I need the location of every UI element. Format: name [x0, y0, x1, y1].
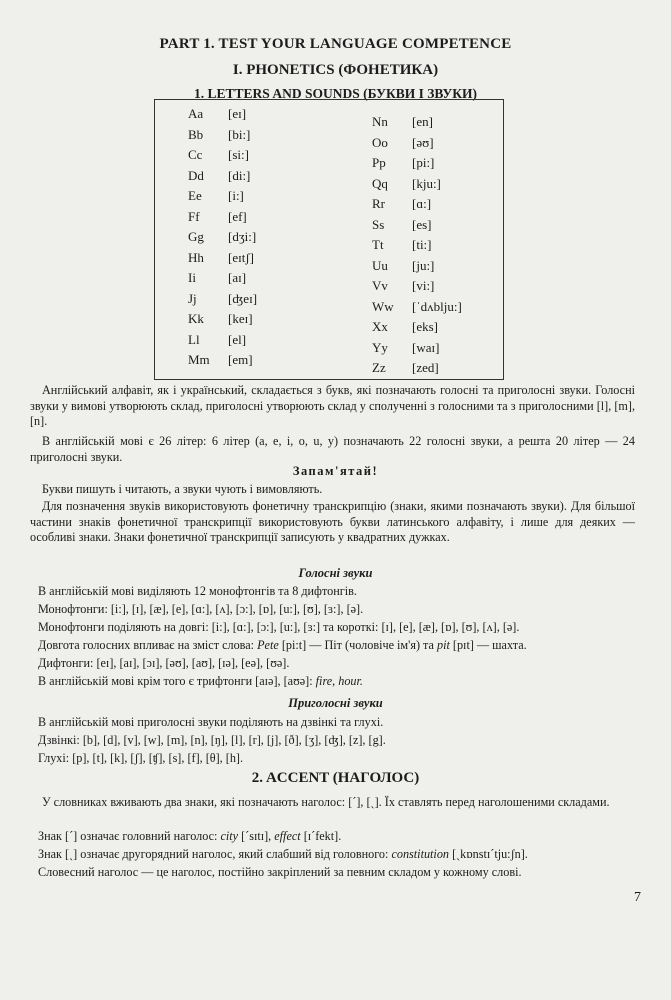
subsection-heading: 1. LETTERS AND SOUNDS (БУКВИ І ЗВУКИ) — [193, 86, 478, 101]
alphabet-table — [154, 99, 504, 380]
alphabet-letter: Ll — [188, 331, 200, 347]
vowels-length-text-2: [pi:t] — Піт (чоловіче ім'я) та — [278, 638, 437, 652]
alphabet-letter: Ww — [372, 298, 394, 314]
alphabet-letter: Pp — [372, 155, 386, 170]
paragraph-letters-count-text: В англійській мові є 26 літер: 6 літер (a, e, i, o, u, y) позначають 22 голосні звуки, а решта 20 літер — 24 приголосні звуки. — [30, 434, 635, 464]
alphabet-row — [372, 176, 462, 197]
vowels-line-1: В англійській мові виділяють 12 монофтонгів та 8 дифтонгів. — [38, 584, 357, 598]
alphabet-transcription: [waɪ] — [412, 339, 440, 355]
vowels-line-2: Монофтонги: [i:], [ɪ], [æ], [e], [ɑ:], [ʌ], [ɔ:], [ɒ], [u:], [ʊ], [ɜ:], [ə]. — [38, 602, 364, 616]
alphabet-row — [372, 237, 462, 258]
alphabet-row — [188, 229, 257, 250]
alphabet-letter: Ff — [188, 208, 200, 224]
alphabet-letter: Rr — [372, 196, 385, 211]
alphabet-letter: Jj — [188, 290, 197, 306]
paragraph-alphabet — [30, 383, 635, 430]
vowels-length-text-3: [pɪt] — шахта. — [449, 638, 527, 652]
part-heading: PART 1. TEST YOUR LANGUAGE COMPETENCE — [159, 36, 512, 52]
alphabet-row — [372, 196, 462, 217]
consonants-voiced: Дзвінкі: [b], [d], [v], [w], [m], [n], [ŋ], [l], [r], [j], [ð], [ʒ], [ʤ], [z], [g]. — [38, 733, 386, 747]
word-pete: Pete — [257, 638, 279, 652]
accent-main-ipa-2: [ɪˊfekt]. — [300, 829, 342, 843]
alphabet-row — [188, 311, 257, 332]
alphabet-transcription: [ʤeɪ] — [228, 290, 258, 306]
accent-paragraph — [30, 795, 635, 811]
vowels-diphthongs: Дифтонги: [eɪ], [aɪ], [ɔɪ], [əʊ], [aʊ], [ɪə], [eə], [ʊə]. — [38, 656, 290, 670]
alphabet-row — [372, 278, 462, 299]
triphthongs-text: В англійській мові крім того є трифтонги [aɪə], [aʊə]: — [38, 674, 316, 688]
consonants-heading: Приголосні звуки — [288, 696, 383, 710]
alphabet-row — [188, 352, 257, 373]
paragraph-transcription — [30, 499, 635, 546]
vowels-line-3: Монофтонги поділяють на довгі: [i:], [ɑ:], [ɔ:], [u:], [ɜ:] та короткі: [ɪ], [e], [æ], [ɒ], [ʊ], [ʌ], [ə]. — [38, 620, 520, 634]
alphabet-column-left — [188, 106, 257, 373]
alphabet-transcription: [dʒi:] — [228, 229, 257, 244]
triphthong-examples: fire, hour. — [315, 674, 363, 688]
alphabet-row — [188, 250, 257, 271]
consonants-line-1: В англійській мові приголосні звуки поділяють на дзвінкі та глухі. — [38, 715, 384, 729]
alphabet-transcription: [ˈdʌblju:] — [412, 298, 462, 314]
alphabet-letter: Ss — [372, 216, 385, 232]
consonants-voiceless: Глухі: [p], [t], [k], [ʃ], [ʧ], [s], [f], [θ], [h]. — [38, 751, 244, 765]
alphabet-row — [188, 188, 257, 209]
word-city: city — [220, 829, 239, 843]
alphabet-transcription: [i:] — [228, 188, 244, 203]
alphabet-row — [372, 340, 462, 361]
accent-secondary-text: Знак [ˏ] означає другорядний наголос, який слабший від головного: — [38, 847, 392, 861]
alphabet-transcription: [keɪ] — [228, 311, 253, 326]
accent-main-ipa-1: [ˊsɪtɪ], — [238, 829, 275, 843]
alphabet-transcription: [ɑ:] — [412, 196, 432, 211]
alphabet-transcription: [ti:] — [412, 237, 432, 252]
paragraph-transcription-text: Для позначення звуків використовують фонетичну транскрипцію (знаки, якими позначають звуки). Для більшої частини знаків фонетичної транскрипції використовують букви латинського алфавіту, і лише для деяких — особливі знаки. Знаки фонетичної транскрипції записують у квадратних дужках. — [30, 499, 635, 544]
alphabet-letter: Aa — [188, 106, 204, 121]
alphabet-letter: Oo — [372, 134, 388, 150]
alphabet-transcription: [aɪ] — [228, 270, 247, 285]
alphabet-row — [372, 217, 462, 238]
alphabet-row — [188, 147, 257, 168]
vowels-heading: Голосні звуки — [298, 566, 373, 580]
alphabet-transcription: [ju:] — [412, 257, 435, 273]
word-constitution: constitution — [391, 847, 450, 861]
alphabet-row — [188, 270, 257, 291]
alphabet-letter: Ee — [188, 188, 202, 203]
alphabet-transcription: [vi:] — [412, 278, 435, 293]
alphabet-letter: Ii — [188, 270, 196, 285]
alphabet-letter: Hh — [188, 249, 204, 265]
alphabet-transcription: [di:] — [228, 167, 251, 183]
accent-heading: 2. ACCENT (НАГОЛОС) — [251, 770, 420, 786]
alphabet-letter: Dd — [188, 167, 204, 183]
accent-fixed: Словесний наголос — це наголос, постійно закріплений за певним складом у кожному слові. — [38, 865, 522, 879]
alphabet-letter: Uu — [372, 257, 388, 273]
alphabet-transcription: [kju:] — [412, 175, 441, 191]
accent-main — [38, 829, 638, 844]
accent-paragraph-text: У словниках вживають два знаки, які позначають наголос: [ˊ], [ˏ]. Їх ставлять перед наголошеними складами. — [42, 795, 610, 809]
alphabet-letter: Qq — [372, 175, 388, 191]
accent-secondary — [38, 847, 638, 862]
remember-heading: Запам'ятай! — [292, 464, 379, 478]
alphabet-transcription: [ef] — [228, 208, 247, 224]
accent-secondary-ipa: [ˏkɒnstɪˊtju:ʃn]. — [449, 847, 528, 861]
remember-line-text: Букви пишуть і читають, а звуки чують і вимовляють. — [42, 482, 323, 496]
alphabet-letter: Yy — [372, 339, 388, 355]
section-heading: I. PHONETICS (ФОНЕТИКА) — [232, 62, 439, 78]
word-effect: effect — [274, 829, 301, 843]
alphabet-column-right — [372, 114, 462, 381]
alphabet-transcription: [si:] — [228, 147, 249, 162]
alphabet-letter: Bb — [188, 126, 204, 142]
word-pit: pit — [436, 638, 450, 652]
alphabet-letter: Cc — [188, 147, 203, 162]
alphabet-row — [188, 332, 257, 353]
vowels-line-length — [38, 638, 638, 653]
alphabet-row — [188, 106, 257, 127]
alphabet-row — [188, 127, 257, 148]
paragraph-letters-count — [30, 434, 635, 465]
accent-main-text: Знак [ˊ] означає головний наголос: — [38, 829, 221, 843]
alphabet-transcription: [əʊ] — [412, 134, 434, 150]
vowels-length-text: Довгота голосних впливає на зміст слова: — [38, 638, 258, 652]
alphabet-transcription: [es] — [412, 216, 432, 232]
alphabet-row — [372, 135, 462, 156]
alphabet-row — [372, 114, 462, 135]
alphabet-letter: Kk — [188, 311, 204, 326]
remember-line — [30, 482, 635, 498]
alphabet-row — [372, 155, 462, 176]
alphabet-row — [188, 209, 257, 230]
page-number: 7 — [634, 890, 641, 905]
alphabet-transcription: [en] — [412, 114, 433, 129]
alphabet-row — [188, 168, 257, 189]
alphabet-row — [372, 299, 462, 320]
alphabet-row — [372, 360, 462, 381]
alphabet-transcription: [bi:] — [228, 126, 251, 142]
alphabet-row — [188, 291, 257, 312]
alphabet-letter: Xx — [372, 319, 388, 334]
paragraph-alphabet-text: Англійський алфавіт, як і український, складається з букв, які позначають голосні та приголосні звуки. Голосні звуки у вимові утворюють склад, приголосні утворюють склад у сполученні з голосними та з приголосними [l], [m], [n]. — [30, 383, 635, 428]
alphabet-transcription: [pi:] — [412, 155, 435, 170]
alphabet-row — [372, 258, 462, 279]
alphabet-row — [372, 319, 462, 340]
alphabet-letter: Nn — [372, 114, 388, 129]
alphabet-transcription: [el] — [228, 331, 247, 347]
alphabet-letter: Gg — [188, 229, 204, 244]
alphabet-letter: Zz — [372, 360, 386, 375]
vowels-triphthongs — [38, 674, 638, 689]
alphabet-transcription: [eks] — [412, 319, 438, 334]
alphabet-transcription: [em] — [228, 352, 253, 367]
alphabet-letter: Vv — [372, 278, 388, 293]
alphabet-transcription: [eɪtʃ] — [228, 249, 254, 265]
alphabet-transcription: [zed] — [412, 360, 439, 375]
alphabet-transcription: [eɪ] — [228, 106, 247, 121]
alphabet-letter: Mm — [188, 352, 210, 367]
alphabet-letter: Tt — [372, 237, 384, 252]
